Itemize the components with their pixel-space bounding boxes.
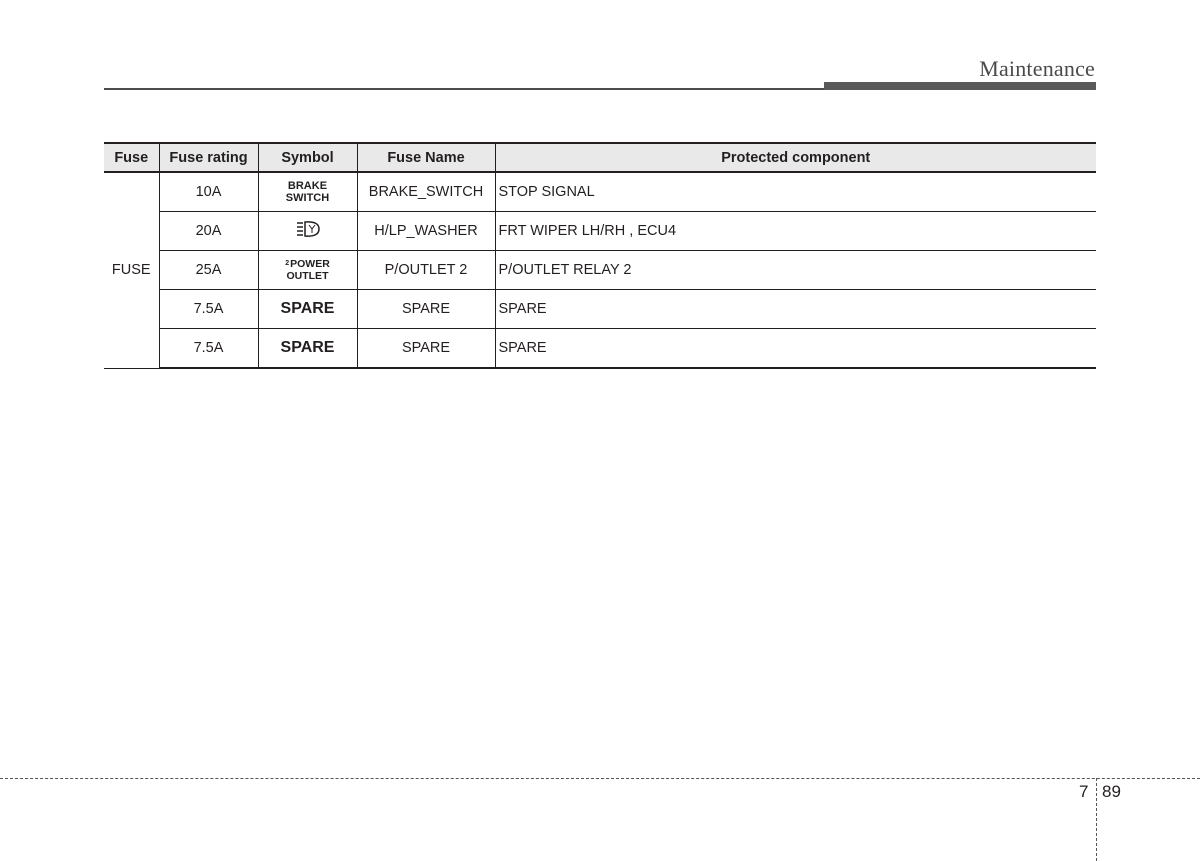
- footer-rule: [0, 778, 1200, 779]
- header-fuse-name: Fuse Name: [357, 143, 495, 172]
- chapter-number: 7: [1079, 782, 1089, 801]
- footer-divider: [1096, 778, 1097, 861]
- header-fuse: Fuse: [104, 143, 159, 172]
- header-symbol: Symbol: [258, 143, 357, 172]
- protected-component: P/OUTLET RELAY 2: [495, 251, 1096, 290]
- fuse-symbol: [258, 251, 357, 290]
- fuse-name: SPARE: [357, 290, 495, 329]
- protected-component: SPARE: [495, 290, 1096, 329]
- brake-switch-symbol: [286, 180, 329, 204]
- spare-symbol: SPARE: [280, 339, 335, 356]
- protected-component: FRT WIPER LH/RH , ECU4: [495, 212, 1096, 251]
- fuse-symbol: [258, 172, 357, 212]
- symbol-line1: BRAKE: [287, 179, 328, 192]
- fuse-rating: 10A: [159, 172, 258, 212]
- table-row: [104, 251, 1096, 290]
- header-protected-component: Protected component: [495, 143, 1096, 172]
- section-title: Maintenance: [979, 56, 1095, 81]
- fuse-rating: 20A: [159, 212, 258, 251]
- fuse-rating: 7.5A: [159, 329, 258, 369]
- fuse-rating: 7.5A: [159, 290, 258, 329]
- spare-symbol: SPARE: [280, 300, 335, 317]
- fuse-group-label: FUSE: [104, 172, 159, 368]
- fuse-name: BRAKE_SWITCH: [357, 172, 495, 212]
- symbol-superscript: 2: [285, 259, 290, 267]
- power-outlet-symbol: [285, 258, 330, 282]
- header-rule-accent: [824, 82, 1096, 90]
- table-row: [104, 212, 1096, 251]
- fuse-symbol: [258, 329, 357, 369]
- table-row: [104, 290, 1096, 329]
- protected-component: SPARE: [495, 329, 1096, 369]
- protected-component: STOP SIGNAL: [495, 172, 1096, 212]
- symbol-line2: SWITCH: [285, 191, 330, 204]
- page-number: 89: [1102, 782, 1121, 801]
- symbol-line1: POWER: [290, 257, 330, 270]
- headlamp-washer-icon: [295, 220, 321, 242]
- table-row: [104, 172, 1096, 212]
- fuse-rating: 25A: [159, 251, 258, 290]
- table-header-row: [104, 143, 1096, 172]
- fuse-name: H/LP_WASHER: [357, 212, 495, 251]
- fuse-symbol: [258, 290, 357, 329]
- fuse-table: [104, 142, 1096, 369]
- fuse-name: P/OUTLET 2: [357, 251, 495, 290]
- fuse-symbol: [258, 212, 357, 251]
- symbol-line2: OUTLET: [286, 269, 329, 282]
- fuse-name: SPARE: [357, 329, 495, 369]
- table-row: [104, 329, 1096, 369]
- header-fuse-rating: Fuse rating: [159, 143, 258, 172]
